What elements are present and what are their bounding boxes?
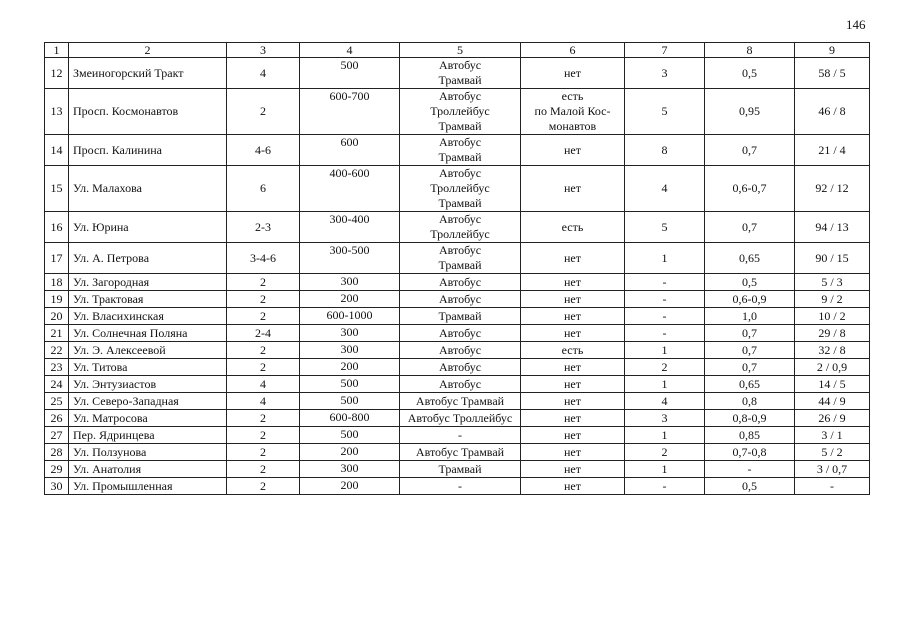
- length-cell: 600-1000: [300, 308, 400, 325]
- table-row: [45, 243, 870, 274]
- row-number-cell: 30: [45, 478, 69, 495]
- crossing-cell: нет: [521, 135, 625, 166]
- length-cell: 300: [300, 461, 400, 478]
- length-cell: 400-600: [300, 166, 400, 212]
- length-cell: 300-500: [300, 243, 400, 274]
- lanes-cell: 2: [227, 89, 300, 135]
- count-cell: 1: [625, 427, 705, 444]
- row-number-cell: 16: [45, 212, 69, 243]
- lanes-cell: 2: [227, 410, 300, 427]
- length-cell: 300: [300, 274, 400, 291]
- transport-cell: Трамвай: [400, 461, 521, 478]
- ratio-cell: -: [795, 478, 870, 495]
- count-cell: 1: [625, 376, 705, 393]
- count-cell: 1: [625, 342, 705, 359]
- street-name-cell: Ул. Ползунова: [69, 444, 227, 461]
- street-name-cell: Ул. Малахова: [69, 166, 227, 212]
- ratio-cell: 32 / 8: [795, 342, 870, 359]
- table-row: [45, 376, 870, 393]
- distance-cell: 0,8: [705, 393, 795, 410]
- row-number-cell: 19: [45, 291, 69, 308]
- table-row: [45, 393, 870, 410]
- column-header: 1: [45, 43, 69, 58]
- table-body: [45, 58, 870, 495]
- ratio-cell: 58 / 5: [795, 58, 870, 89]
- ratio-cell: 14 / 5: [795, 376, 870, 393]
- distance-cell: 0,7: [705, 342, 795, 359]
- crossing-cell: есть: [521, 342, 625, 359]
- ratio-cell: 5 / 2: [795, 444, 870, 461]
- distance-cell: 1,0: [705, 308, 795, 325]
- table-row: [45, 291, 870, 308]
- ratio-cell: 46 / 8: [795, 89, 870, 135]
- crossing-cell: нет: [521, 427, 625, 444]
- lanes-cell: 2: [227, 291, 300, 308]
- distance-cell: 0,95: [705, 89, 795, 135]
- crossing-cell: нет: [521, 274, 625, 291]
- row-number-cell: 25: [45, 393, 69, 410]
- count-cell: -: [625, 325, 705, 342]
- ratio-cell: 9 / 2: [795, 291, 870, 308]
- street-name-cell: Ул. А. Петрова: [69, 243, 227, 274]
- lanes-cell: 6: [227, 166, 300, 212]
- row-number-cell: 29: [45, 461, 69, 478]
- distance-cell: 0,5: [705, 478, 795, 495]
- length-cell: 200: [300, 359, 400, 376]
- street-name-cell: Змеиногорский Тракт: [69, 58, 227, 89]
- count-cell: -: [625, 291, 705, 308]
- row-number-cell: 18: [45, 274, 69, 291]
- distance-cell: 0,6-0,7: [705, 166, 795, 212]
- street-name-cell: Просп. Калинина: [69, 135, 227, 166]
- transport-cell: Автобус Трамвай: [400, 243, 521, 274]
- row-number-cell: 27: [45, 427, 69, 444]
- table-row: [45, 166, 870, 212]
- count-cell: -: [625, 308, 705, 325]
- ratio-cell: 29 / 8: [795, 325, 870, 342]
- row-number-cell: 17: [45, 243, 69, 274]
- table-row: [45, 342, 870, 359]
- lanes-cell: 2: [227, 359, 300, 376]
- distance-cell: 0,65: [705, 243, 795, 274]
- length-cell: 300-400: [300, 212, 400, 243]
- table-row: [45, 461, 870, 478]
- crossing-cell: нет: [521, 325, 625, 342]
- table-row: [45, 212, 870, 243]
- table-row: [45, 325, 870, 342]
- lanes-cell: 2: [227, 427, 300, 444]
- column-header: 3: [227, 43, 300, 58]
- row-number-cell: 23: [45, 359, 69, 376]
- count-cell: 5: [625, 89, 705, 135]
- table-header-row: [45, 43, 870, 58]
- lanes-cell: 2-3: [227, 212, 300, 243]
- crossing-cell: нет: [521, 478, 625, 495]
- street-name-cell: Ул. Анатолия: [69, 461, 227, 478]
- crossing-cell: нет: [521, 291, 625, 308]
- transport-cell: Автобус: [400, 342, 521, 359]
- transport-cell: Автобус: [400, 325, 521, 342]
- lanes-cell: 4: [227, 376, 300, 393]
- transport-cell: Автобус Трамвай: [400, 58, 521, 89]
- lanes-cell: 2: [227, 461, 300, 478]
- crossing-cell: есть по Малой Кос- монавтов: [521, 89, 625, 135]
- column-header: 6: [521, 43, 625, 58]
- crossing-cell: нет: [521, 58, 625, 89]
- row-number-cell: 20: [45, 308, 69, 325]
- crossing-cell: нет: [521, 166, 625, 212]
- lanes-cell: 4-6: [227, 135, 300, 166]
- transport-cell: Автобус: [400, 376, 521, 393]
- column-header: 2: [69, 43, 227, 58]
- count-cell: 2: [625, 359, 705, 376]
- transport-cell: Автобус Троллейбус Трамвай: [400, 89, 521, 135]
- crossing-cell: нет: [521, 393, 625, 410]
- transport-cell: Автобус Троллейбус Трамвай: [400, 166, 521, 212]
- table-row: [45, 359, 870, 376]
- distance-cell: 0,7: [705, 212, 795, 243]
- transport-cell: Автобус Трамвай: [400, 135, 521, 166]
- transport-cell: Автобус Троллейбус: [400, 410, 521, 427]
- table-row: [45, 274, 870, 291]
- table-row: [45, 308, 870, 325]
- street-name-cell: Ул. Северо-Западная: [69, 393, 227, 410]
- count-cell: 3: [625, 410, 705, 427]
- street-name-cell: Ул. Власихинская: [69, 308, 227, 325]
- crossing-cell: есть: [521, 212, 625, 243]
- street-name-cell: Ул. Э. Алексеевой: [69, 342, 227, 359]
- row-number-cell: 22: [45, 342, 69, 359]
- column-header: 9: [795, 43, 870, 58]
- street-name-cell: Ул. Титова: [69, 359, 227, 376]
- transport-cell: -: [400, 478, 521, 495]
- length-cell: 600: [300, 135, 400, 166]
- length-cell: 200: [300, 478, 400, 495]
- distance-cell: 0,8-0,9: [705, 410, 795, 427]
- street-name-cell: Ул. Энтузиастов: [69, 376, 227, 393]
- ratio-cell: 26 / 9: [795, 410, 870, 427]
- transport-cell: Автобус Трамвай: [400, 444, 521, 461]
- count-cell: 4: [625, 393, 705, 410]
- lanes-cell: 2: [227, 444, 300, 461]
- count-cell: -: [625, 478, 705, 495]
- length-cell: 200: [300, 444, 400, 461]
- length-cell: 300: [300, 342, 400, 359]
- distance-cell: -: [705, 461, 795, 478]
- length-cell: 300: [300, 325, 400, 342]
- crossing-cell: нет: [521, 308, 625, 325]
- transport-cell: Автобус: [400, 291, 521, 308]
- count-cell: 1: [625, 243, 705, 274]
- ratio-cell: 94 / 13: [795, 212, 870, 243]
- table-row: [45, 135, 870, 166]
- street-name-cell: Пер. Ядринцева: [69, 427, 227, 444]
- crossing-cell: нет: [521, 444, 625, 461]
- ratio-cell: 5 / 3: [795, 274, 870, 291]
- transport-cell: Автобус: [400, 274, 521, 291]
- count-cell: -: [625, 274, 705, 291]
- column-header: 7: [625, 43, 705, 58]
- distance-cell: 0,7-0,8: [705, 444, 795, 461]
- transport-cell: -: [400, 427, 521, 444]
- transport-cell: Трамвай: [400, 308, 521, 325]
- lanes-cell: 3-4-6: [227, 243, 300, 274]
- distance-cell: 0,65: [705, 376, 795, 393]
- distance-cell: 0,7: [705, 325, 795, 342]
- length-cell: 600-800: [300, 410, 400, 427]
- lanes-cell: 2: [227, 342, 300, 359]
- lanes-cell: 2: [227, 274, 300, 291]
- ratio-cell: 90 / 15: [795, 243, 870, 274]
- length-cell: 600-700: [300, 89, 400, 135]
- distance-cell: 0,85: [705, 427, 795, 444]
- count-cell: 1: [625, 461, 705, 478]
- crossing-cell: нет: [521, 410, 625, 427]
- street-name-cell: Ул. Солнечная Поляна: [69, 325, 227, 342]
- table-row: [45, 58, 870, 89]
- row-number-cell: 21: [45, 325, 69, 342]
- length-cell: 200: [300, 291, 400, 308]
- street-name-cell: Ул. Загородная: [69, 274, 227, 291]
- distance-cell: 0,7: [705, 135, 795, 166]
- row-number-cell: 13: [45, 89, 69, 135]
- length-cell: 500: [300, 393, 400, 410]
- lanes-cell: 2-4: [227, 325, 300, 342]
- row-number-cell: 28: [45, 444, 69, 461]
- count-cell: 3: [625, 58, 705, 89]
- lanes-cell: 4: [227, 393, 300, 410]
- page-number: 146: [846, 17, 866, 32]
- street-name-cell: Просп. Космонавтов: [69, 89, 227, 135]
- ratio-cell: 44 / 9: [795, 393, 870, 410]
- count-cell: 4: [625, 166, 705, 212]
- distance-cell: 0,5: [705, 274, 795, 291]
- transport-cell: Автобус Троллейбус: [400, 212, 521, 243]
- ratio-cell: 10 / 2: [795, 308, 870, 325]
- lanes-cell: 2: [227, 478, 300, 495]
- length-cell: 500: [300, 376, 400, 393]
- row-number-cell: 14: [45, 135, 69, 166]
- row-number-cell: 15: [45, 166, 69, 212]
- ratio-cell: 21 / 4: [795, 135, 870, 166]
- lanes-cell: 4: [227, 58, 300, 89]
- street-name-cell: Ул. Юрина: [69, 212, 227, 243]
- row-number-cell: 12: [45, 58, 69, 89]
- column-header: 4: [300, 43, 400, 58]
- data-table: [44, 42, 870, 495]
- count-cell: 2: [625, 444, 705, 461]
- length-cell: 500: [300, 427, 400, 444]
- length-cell: 500: [300, 58, 400, 89]
- crossing-cell: нет: [521, 376, 625, 393]
- table-row: [45, 478, 870, 495]
- count-cell: 5: [625, 212, 705, 243]
- row-number-cell: 24: [45, 376, 69, 393]
- street-name-cell: Ул. Матросова: [69, 410, 227, 427]
- street-name-cell: Ул. Промышленная: [69, 478, 227, 495]
- crossing-cell: нет: [521, 461, 625, 478]
- ratio-cell: 3 / 0,7: [795, 461, 870, 478]
- table-row: [45, 427, 870, 444]
- count-cell: 8: [625, 135, 705, 166]
- transport-cell: Автобус: [400, 359, 521, 376]
- ratio-cell: 2 / 0,9: [795, 359, 870, 376]
- table-row: [45, 89, 870, 135]
- transport-cell: Автобус Трамвай: [400, 393, 521, 410]
- crossing-cell: нет: [521, 359, 625, 376]
- column-header: 8: [705, 43, 795, 58]
- street-name-cell: Ул. Трактовая: [69, 291, 227, 308]
- table-row: [45, 444, 870, 461]
- column-header: 5: [400, 43, 521, 58]
- distance-cell: 0,6-0,9: [705, 291, 795, 308]
- table-row: [45, 410, 870, 427]
- ratio-cell: 92 / 12: [795, 166, 870, 212]
- distance-cell: 0,7: [705, 359, 795, 376]
- crossing-cell: нет: [521, 243, 625, 274]
- distance-cell: 0,5: [705, 58, 795, 89]
- lanes-cell: 2: [227, 308, 300, 325]
- ratio-cell: 3 / 1: [795, 427, 870, 444]
- row-number-cell: 26: [45, 410, 69, 427]
